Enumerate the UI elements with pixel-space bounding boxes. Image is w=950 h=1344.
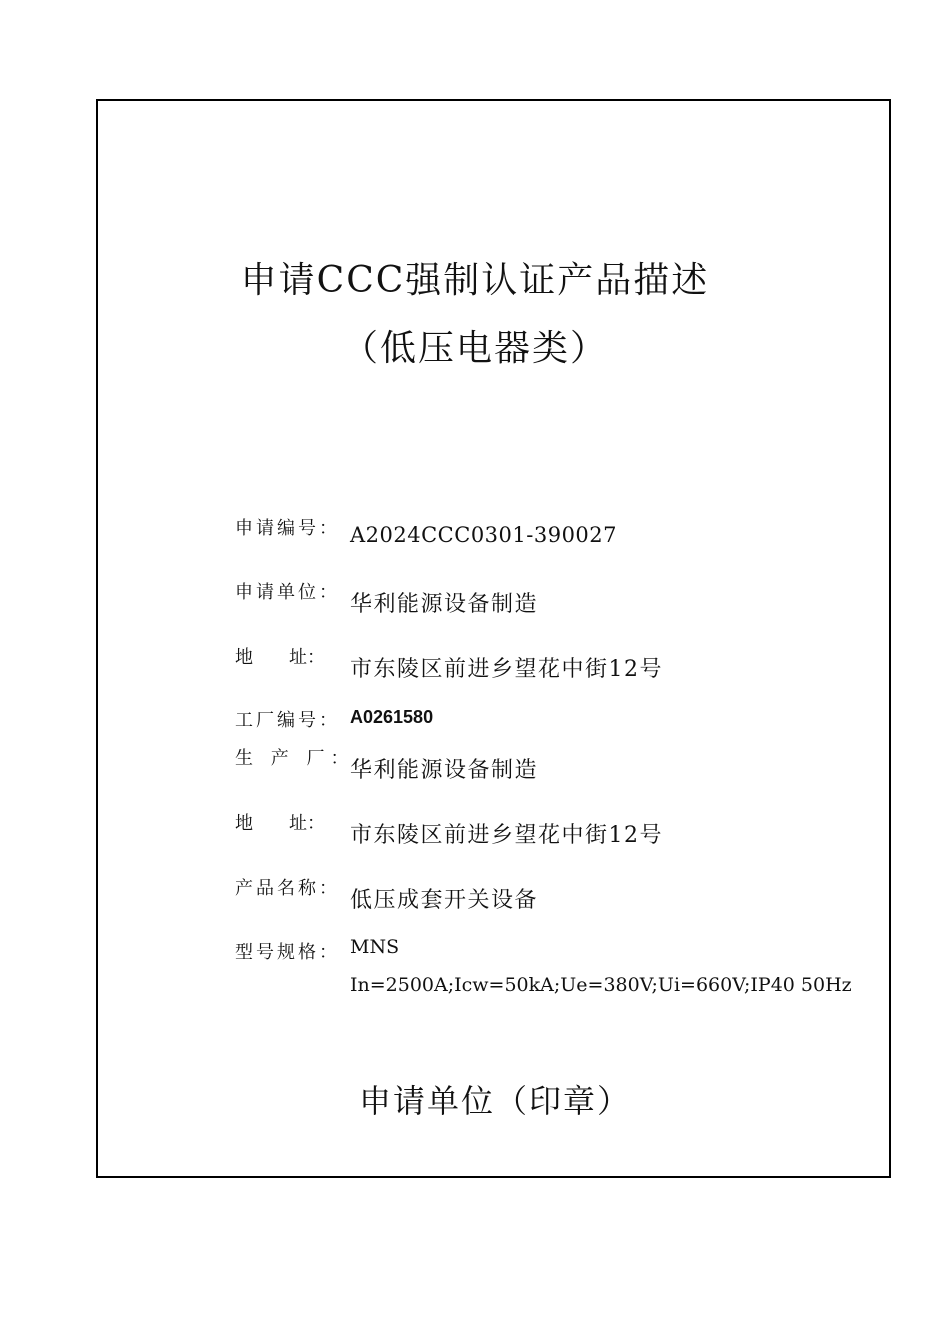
factory-no-value: A0261580	[350, 707, 434, 727]
document-title: 申请CCC强制认证产品描述	[240, 260, 710, 301]
product-name-label: 产品名称：	[235, 878, 340, 899]
model-value-line2: In=2500A;Icw=50kA;Ue=380V;Ui=660V;IP40 50Hz	[350, 974, 852, 996]
model-value-line1: MNS	[350, 936, 400, 958]
applicant-label: 申请单位：	[235, 582, 340, 603]
document-subtitle: （低压电器类）	[341, 328, 608, 369]
applicant-address-label: 地 址：	[235, 647, 325, 668]
application-no-label: 申请编号：	[235, 518, 340, 539]
factory-no-label: 工厂编号：	[235, 710, 340, 731]
applicant-seal-text: 申请单位（印章）	[358, 1082, 631, 1120]
manufacturer-address-label: 地 址：	[235, 813, 325, 834]
applicant-value: 华利能源设备制造	[350, 592, 539, 617]
model-label: 型号规格：	[235, 942, 340, 963]
applicant-address-value: 市东陵区前进乡望花中街12号	[350, 657, 663, 682]
manufacturer-value: 华利能源设备制造	[350, 758, 539, 783]
application-no-value: A2024CCC0301-390027	[350, 523, 618, 547]
manufacturer-label: 生 产 厂：	[235, 748, 355, 769]
manufacturer-address-value: 市东陵区前进乡望花中街12号	[350, 823, 663, 848]
product-name-value: 低压成套开关设备	[350, 888, 539, 913]
